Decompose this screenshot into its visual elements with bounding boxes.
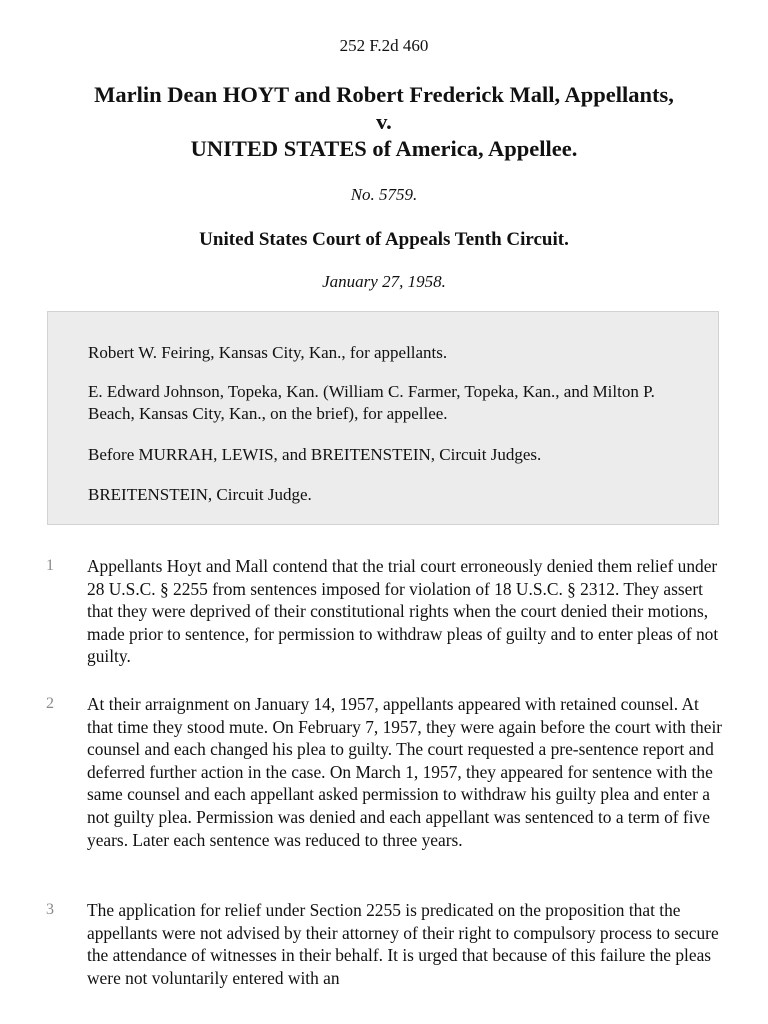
counsel-appellants: Robert W. Feiring, Kansas City, Kan., for appellants. <box>88 343 448 362</box>
case-caption <box>0 81 768 162</box>
opinion-author: BREITENSTEIN, Circuit Judge. <box>88 485 312 504</box>
paragraph-number: 1 <box>46 557 54 574</box>
court-name: United States Court of Appeals Tenth Circuit. <box>199 229 569 250</box>
caption-versus: v. <box>376 109 392 134</box>
paragraph-number: 3 <box>46 901 54 918</box>
case-citation: 252 F.2d 460 <box>339 36 429 55</box>
caption-appellee: UNITED STATES of America, Appellee. <box>190 136 578 161</box>
caption-appellants: Marlin Dean HOYT and Robert Frederick Mall, Appellants, <box>94 82 674 107</box>
judges-panel: Before MURRAH, LEWIS, and BREITENSTEIN, Circuit Judges. <box>88 445 542 464</box>
paragraph-text: At their arraignment on January 14, 1957, appellants appeared with retained counsel. At that time they stood mute. On February 7, 1957, they were again before the court with their counsel and each changed his plea to guilty. The court requested a pre-sentence report and deferred further action in the case. On March 1, 1957, they appeared for sentence with the same counsel and each appellant asked permission to withdraw his guilty plea and enter a not guilty plea. Permission was denied and each appellant was sentenced to a term of five years. Later each sentence was reduced to three years. <box>87 694 723 850</box>
counsel-box <box>47 311 719 525</box>
counsel-appellee: E. Edward Johnson, Topeka, Kan. (William C. Farmer, Topeka, Kan., and Milton P. Beach, Kansas City, Kan., on the brief), for appellee. <box>88 382 655 423</box>
paragraph-text: The application for relief under Section 2255 is predicated on the proposition that the appellants were not advised by their attorney of their right to compulsory process to secure the attendance of witnesses in their behalf. It is urged that because of this failure the pleas were not voluntarily entered with an <box>87 900 719 988</box>
paragraph-text: Appellants Hoyt and Mall contend that the trial court erroneously denied them relief under 28 U.S.C. § 2255 from sentences imposed for violation of 18 U.S.C. § 2312. They assert that they were deprived of their constitutional rights when the court denied their motions, made prior to sentence, for permission to withdraw pleas of guilty and to enter pleas of not guilty. <box>87 556 719 667</box>
decision-date: January 27, 1958. <box>322 272 446 291</box>
paragraph-number: 2 <box>46 695 54 712</box>
docket-number: No. 5759. <box>350 185 418 204</box>
